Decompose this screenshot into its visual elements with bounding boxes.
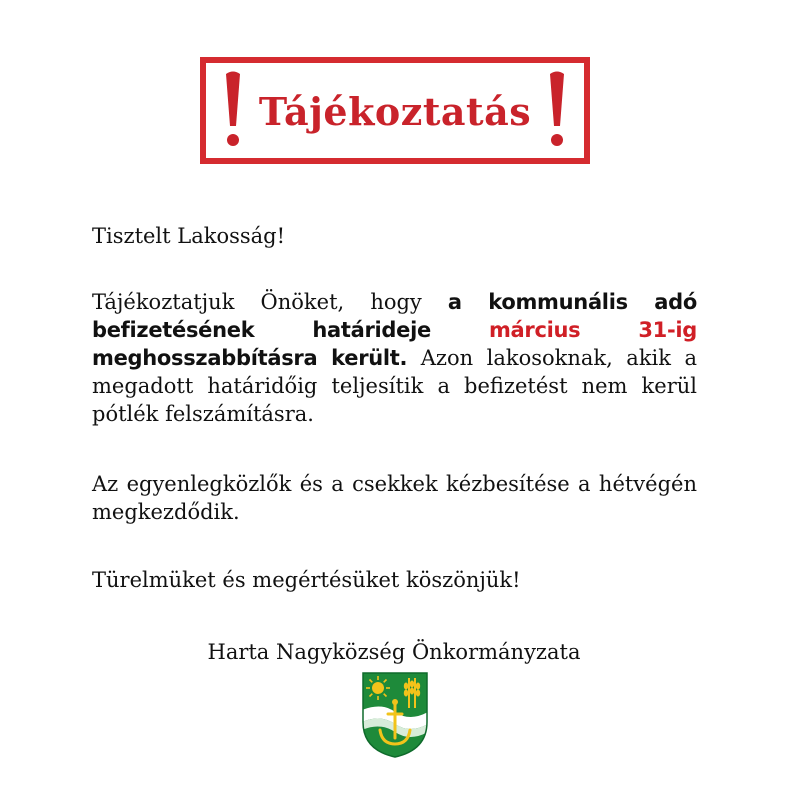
- greeting: Tisztelt Lakosság!: [92, 224, 286, 248]
- paragraph-thanks: Türelmüket és megértésüket köszönjük!: [92, 568, 521, 592]
- banner-title: Tájékoztatás: [258, 89, 532, 134]
- signature: Harta Nagyközség Önkormányzata: [207, 640, 581, 664]
- paragraph-rest: Azon lakosoknak, akik a megadott határidőig teljesítik a befizetést nem kerül pótlék felszámításra.: [92, 346, 698, 426]
- extension-bold-text: meghosszabbításra került.: [92, 346, 408, 370]
- paragraph-intro: Tájékoztatjuk Önöket, hogy: [92, 290, 448, 314]
- exclamation-icon: [546, 70, 568, 150]
- coat-of-arms-icon: [362, 672, 428, 758]
- deadline-bold-text: a kommunális adó befizetésének határideje: [92, 290, 697, 342]
- deadline-date: március 31-ig: [488, 318, 697, 342]
- paragraph-deadline: [92, 288, 697, 428]
- info-banner: [200, 57, 590, 164]
- paragraph-delivery: Az egyenlegközlők és a csekkek kézbesítése a hétvégén megkezdődik.: [92, 472, 697, 524]
